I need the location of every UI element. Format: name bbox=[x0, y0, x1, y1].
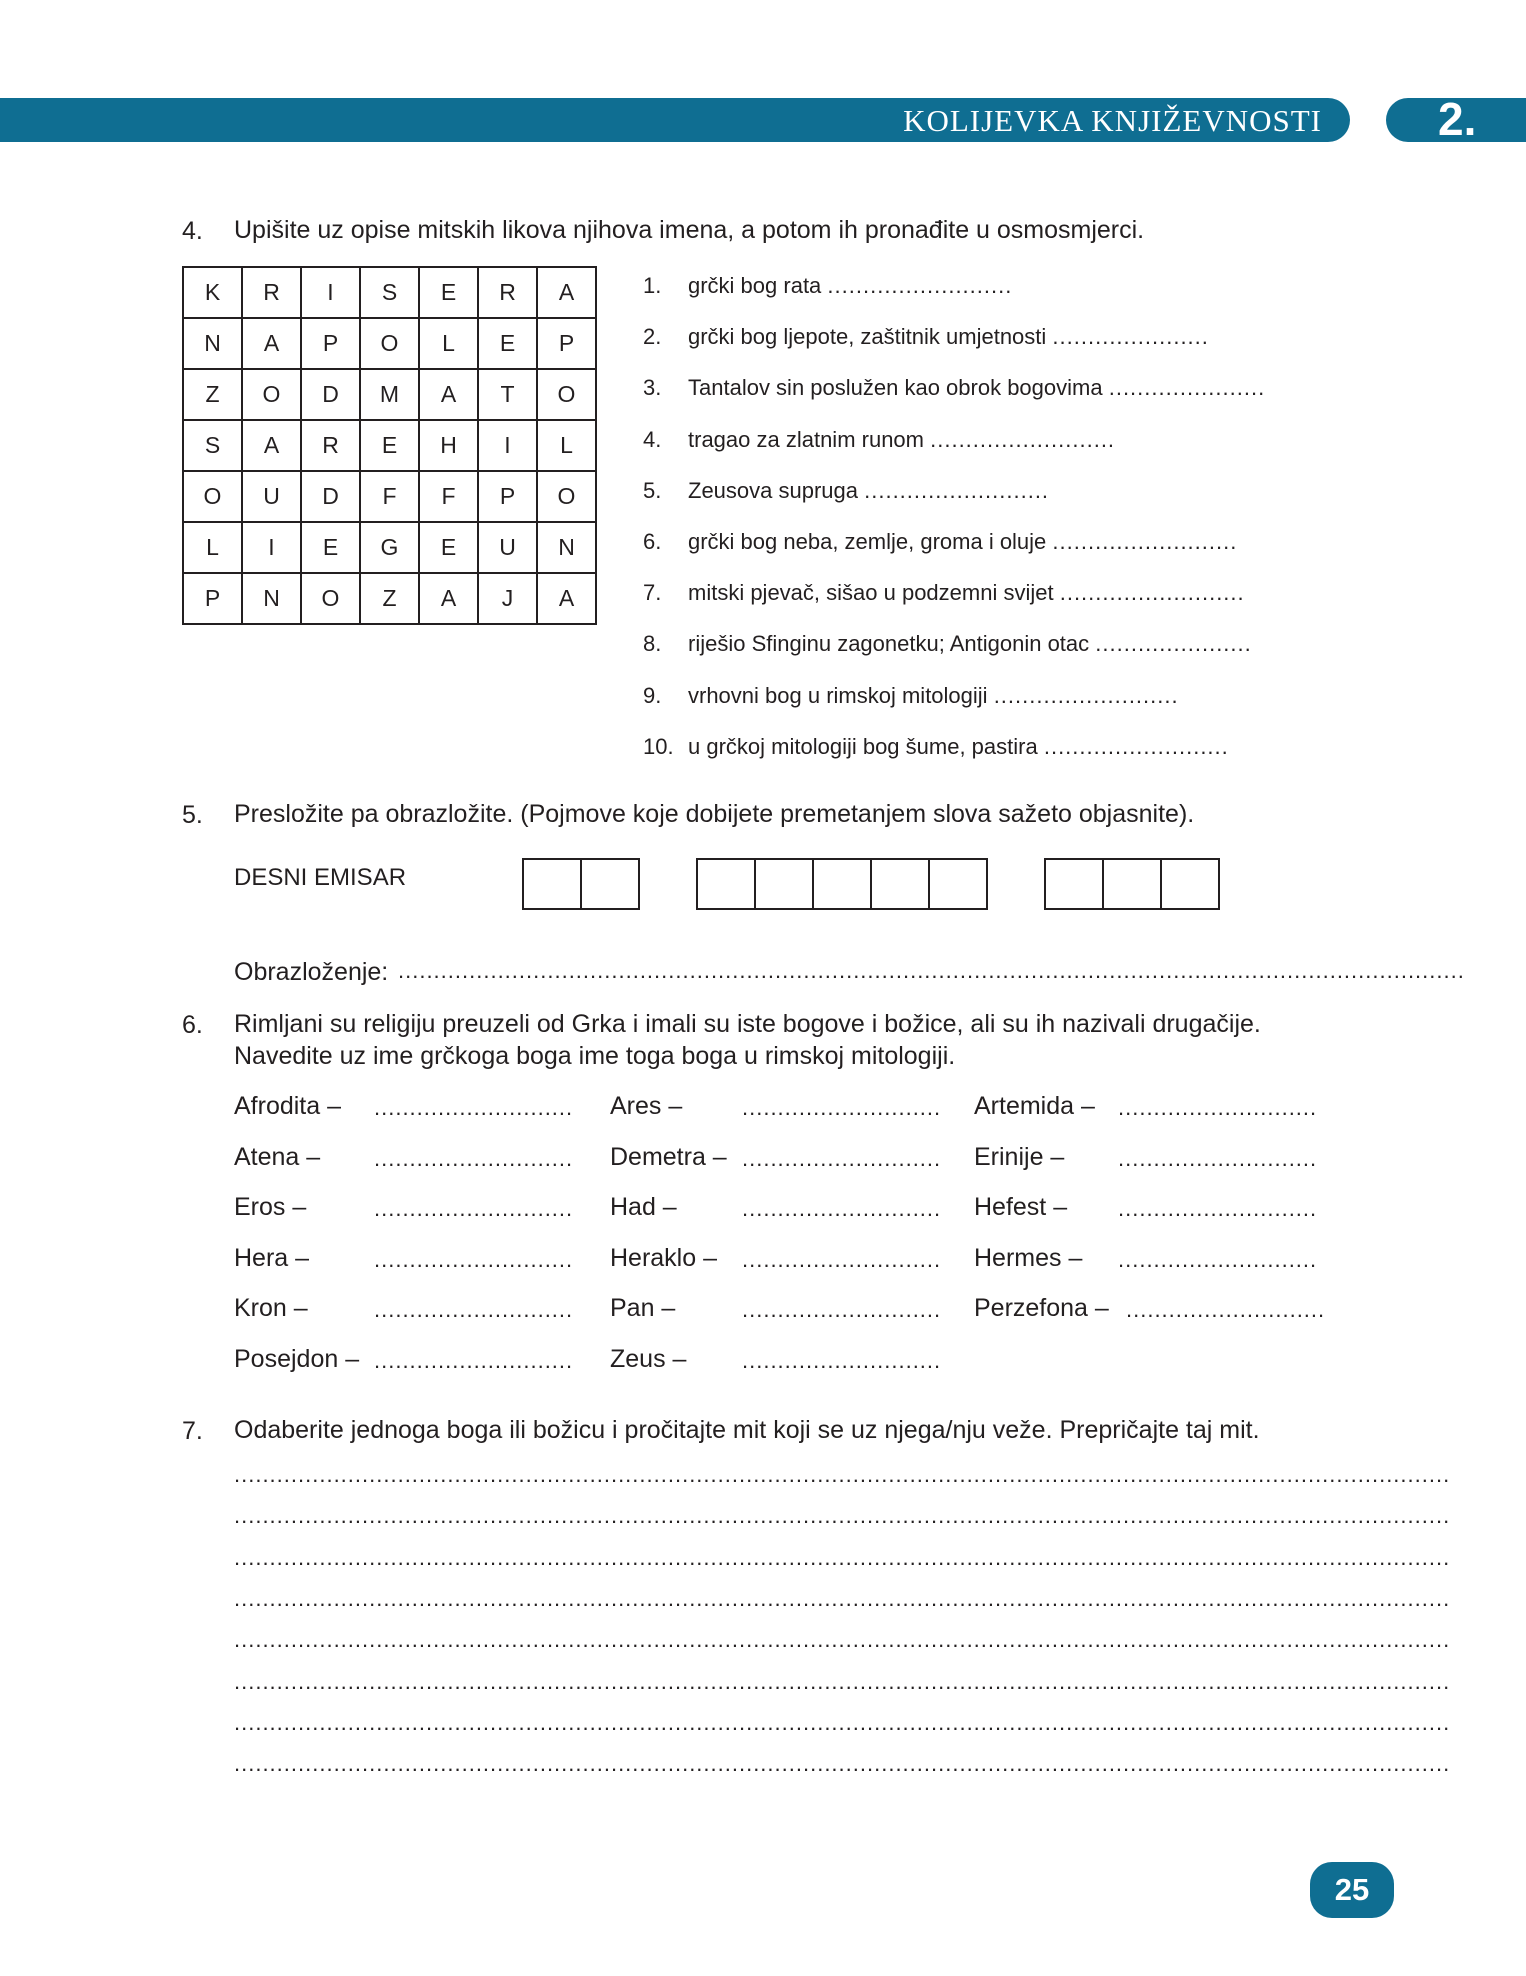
grid-cell[interactable]: G bbox=[360, 522, 419, 573]
greek-god-name: Had – bbox=[610, 1193, 677, 1221]
clue-answer-line[interactable]: .......................... bbox=[864, 477, 1050, 503]
greek-god-name: Posejdon – bbox=[234, 1344, 360, 1373]
grid-cell[interactable]: L bbox=[419, 318, 478, 369]
grid-cell[interactable]: E bbox=[360, 420, 419, 471]
grid-cell[interactable]: L bbox=[537, 420, 596, 471]
task5-number: 5. bbox=[182, 801, 203, 829]
clue-item bbox=[643, 682, 1179, 710]
greek-god-name: Pan – bbox=[610, 1294, 676, 1322]
grid-cell[interactable]: O bbox=[360, 318, 419, 369]
clue-item bbox=[643, 528, 1237, 556]
grid-cell[interactable]: A bbox=[419, 573, 478, 624]
grid-cell[interactable]: O bbox=[242, 369, 301, 420]
task7-number: 7. bbox=[182, 1417, 203, 1445]
greek-god-name: Eros – bbox=[234, 1193, 307, 1221]
clue-answer-line[interactable]: .......................... bbox=[993, 682, 1179, 708]
greek-god-name: Hermes – bbox=[974, 1243, 1083, 1272]
task4-number: 4. bbox=[182, 217, 203, 245]
clue-number: 9. bbox=[643, 682, 662, 708]
clue-item bbox=[643, 272, 1012, 300]
greek-god-name: Hefest – bbox=[974, 1193, 1068, 1221]
roman-god-answer-line[interactable]: ............................ bbox=[1118, 1145, 1318, 1171]
task6-line2: Navedite uz ime grčkoga boga ime toga boga u rimskoj mitologiji. bbox=[234, 1042, 956, 1070]
roman-god-answer-line[interactable]: ............................ bbox=[742, 1196, 942, 1221]
roman-god-answer-line[interactable]: ............................ bbox=[742, 1095, 942, 1120]
clue-answer-line[interactable]: .......................... bbox=[1059, 580, 1245, 606]
grid-cell[interactable]: R bbox=[301, 420, 360, 471]
clue-item bbox=[643, 477, 1049, 505]
writing-line[interactable]: ........................................................................................................................................................................... bbox=[234, 1503, 1451, 1529]
task6-line1: Rimljani su religiju preuzeli od Grka i imali su iste bogove i božice, ali su ih nazivali drugačije. bbox=[234, 1010, 1261, 1038]
writing-line[interactable]: ........................................................................................................................................................................... bbox=[234, 1544, 1451, 1570]
answer-boxes-2[interactable] bbox=[696, 858, 988, 910]
greek-god-name: Afrodita – bbox=[234, 1092, 342, 1120]
clue-number: 8. bbox=[643, 631, 662, 657]
clue-text: Zeusova supruga bbox=[688, 477, 858, 503]
grid-cell[interactable]: R bbox=[242, 267, 301, 318]
grid-cell[interactable]: E bbox=[419, 267, 478, 318]
grid-cell[interactable]: O bbox=[537, 471, 596, 522]
clue-text: riješio Sfinginu zagonetku; Antigonin otac bbox=[688, 631, 1090, 657]
clue-answer-line[interactable]: ...................... bbox=[1108, 375, 1266, 401]
clue-text: mitski pjevač, sišao u podzemni svijet bbox=[688, 580, 1054, 606]
grid-cell[interactable]: O bbox=[301, 573, 360, 624]
grid-cell[interactable]: A bbox=[419, 369, 478, 420]
greek-god-name: Demetra – bbox=[610, 1142, 727, 1171]
grid-cell[interactable]: P bbox=[537, 318, 596, 369]
clue-text: u grčkoj mitologiji bog šume, pastira bbox=[688, 733, 1038, 759]
writing-line[interactable]: ........................................................................................................................................................................... bbox=[234, 1585, 1451, 1611]
clue-text: tragao za zlatnim runom bbox=[688, 426, 924, 452]
grid-cell[interactable]: M bbox=[360, 369, 419, 420]
grid-cell[interactable]: J bbox=[478, 573, 537, 624]
clue-number: 2. bbox=[643, 324, 662, 350]
roman-god-answer-line[interactable]: ............................ bbox=[1118, 1246, 1318, 1272]
grid-cell[interactable]: E bbox=[419, 522, 478, 573]
greek-god-name: Atena – bbox=[234, 1142, 321, 1171]
grid-cell[interactable]: S bbox=[360, 267, 419, 318]
greek-god-name: Kron – bbox=[234, 1294, 308, 1322]
greek-god-name: Hera – bbox=[234, 1243, 310, 1272]
roman-god-answer-line[interactable]: ............................ bbox=[742, 1347, 942, 1373]
grid-cell[interactable]: P bbox=[183, 573, 242, 624]
task4-text: Upišite uz opise mitskih likova njihova imena, a potom ih pronađite u osmosmjerci. bbox=[234, 216, 1145, 244]
roman-god-answer-line[interactable]: ............................ bbox=[374, 1145, 574, 1171]
grid-cell[interactable]: L bbox=[183, 522, 242, 573]
greek-god-name: Heraklo – bbox=[610, 1243, 717, 1272]
clue-item bbox=[643, 323, 1209, 351]
grid-cell[interactable]: U bbox=[242, 471, 301, 522]
explanation-label: Obrazloženje: bbox=[234, 958, 389, 986]
writing-line[interactable]: ........................................................................................................................................................................... bbox=[234, 1668, 1451, 1694]
clue-number: 5. bbox=[643, 477, 662, 503]
clue-item bbox=[643, 630, 1252, 658]
roman-god-answer-line[interactable]: ............................ bbox=[374, 1297, 574, 1322]
grid-cell[interactable]: P bbox=[301, 318, 360, 369]
roman-god-answer-line[interactable]: ............................ bbox=[374, 1246, 574, 1272]
grid-cell[interactable]: Z bbox=[360, 573, 419, 624]
grid-cell[interactable]: R bbox=[478, 267, 537, 318]
grid-cell[interactable]: A bbox=[242, 318, 301, 369]
grid-cell[interactable]: I bbox=[478, 420, 537, 471]
clue-number: 6. bbox=[643, 529, 662, 554]
clue-item bbox=[643, 426, 1115, 454]
greek-god-name: Perzefona – bbox=[974, 1294, 1109, 1322]
grid-cell[interactable]: K bbox=[183, 267, 242, 318]
roman-god-answer-line[interactable]: ............................ bbox=[1126, 1297, 1326, 1322]
roman-god-answer-line[interactable]: ............................ bbox=[374, 1095, 574, 1120]
clue-number: 10. bbox=[643, 733, 674, 759]
grid-cell[interactable]: S bbox=[183, 420, 242, 471]
grid-cell[interactable]: A bbox=[242, 420, 301, 471]
clue-answer-line[interactable]: ...................... bbox=[1052, 324, 1209, 350]
grid-cell[interactable]: F bbox=[360, 471, 419, 522]
greek-god-name: Ares – bbox=[610, 1092, 683, 1120]
clue-number: 7. bbox=[643, 580, 662, 606]
roman-god-answer-line[interactable]: ............................ bbox=[374, 1196, 574, 1221]
task5-text: Presložite pa obrazložite. (Pojmove koje dobijete premetanjem slova sažeto objasnite). bbox=[234, 800, 1195, 828]
chapter-badge bbox=[1386, 93, 1526, 145]
roman-god-answer-line[interactable]: ............................ bbox=[1118, 1196, 1318, 1221]
grid-cell[interactable]: O bbox=[183, 471, 242, 522]
roman-god-answer-line[interactable]: ............................ bbox=[742, 1297, 942, 1322]
grid-cell[interactable]: I bbox=[301, 267, 360, 318]
grid-cell[interactable]: D bbox=[301, 471, 360, 522]
grid-cell[interactable]: H bbox=[419, 420, 478, 471]
writing-line[interactable]: ........................................................................................................................................................................... bbox=[234, 1751, 1451, 1777]
clue-number: 4. bbox=[643, 426, 662, 452]
grid-cell[interactable]: Z bbox=[183, 369, 242, 420]
clue-number: 3. bbox=[643, 375, 662, 401]
grid-cell[interactable]: P bbox=[478, 471, 537, 522]
grid-cell[interactable]: A bbox=[537, 267, 596, 318]
grid-cell[interactable]: F bbox=[419, 471, 478, 522]
grid-cell[interactable]: O bbox=[537, 369, 596, 420]
grid-cell[interactable]: U bbox=[478, 522, 537, 573]
answer-boxes-1[interactable] bbox=[522, 858, 640, 910]
clue-text: grčki bog rata bbox=[688, 273, 822, 298]
clue-text: grčki bog neba, zemlje, groma i oluje bbox=[688, 529, 1047, 554]
clue-text: Tantalov sin poslužen kao obrok bogovima bbox=[688, 375, 1103, 401]
roman-god-answer-line[interactable]: ............................ bbox=[742, 1246, 942, 1272]
task7-text: Odaberite jednoga boga ili božicu i pročitajte mit koji se uz njega/nju veže. Prepričajte taj mit. bbox=[234, 1416, 1260, 1444]
grid-cell[interactable]: N bbox=[537, 522, 596, 573]
anagram-word: DESNI EMISAR bbox=[234, 864, 407, 891]
clue-answer-line[interactable]: .......................... bbox=[827, 273, 1013, 298]
clue-item bbox=[643, 374, 1265, 402]
grid-cell[interactable]: T bbox=[478, 369, 537, 420]
writing-line[interactable]: ........................................................................................................................................................................... bbox=[234, 1709, 1451, 1735]
clue-answer-line[interactable]: .......................... bbox=[1052, 529, 1238, 554]
roman-god-answer-line[interactable]: ............................ bbox=[374, 1347, 574, 1373]
roman-god-answer-line[interactable]: ............................ bbox=[742, 1145, 942, 1171]
clue-number: 1. bbox=[643, 273, 662, 298]
writing-line[interactable]: ........................................................................................................................................................................... bbox=[234, 1462, 1451, 1487]
grid-cell[interactable]: N bbox=[183, 318, 242, 369]
grid-cell[interactable]: A bbox=[537, 573, 596, 624]
clue-item bbox=[643, 733, 1229, 761]
task6-number: 6. bbox=[182, 1011, 203, 1039]
greek-god-name: Zeus – bbox=[610, 1344, 687, 1373]
word-search-grid bbox=[182, 266, 597, 625]
clue-answer-line[interactable]: .......................... bbox=[1043, 733, 1229, 759]
grid-cell[interactable]: I bbox=[242, 522, 301, 573]
writing-line[interactable]: ........................................................................................................................................................................... bbox=[234, 1627, 1451, 1653]
section-title: KOLIJEVKA KNJIŽEVNOSTI bbox=[903, 103, 1322, 138]
greek-god-name: Artemida – bbox=[974, 1092, 1095, 1120]
clue-text: vrhovni bog u rimskoj mitologiji bbox=[688, 682, 988, 708]
roman-god-answer-line[interactable]: ............................ bbox=[1118, 1095, 1318, 1120]
grid-cell[interactable]: E bbox=[301, 522, 360, 573]
header-bar bbox=[0, 98, 1350, 142]
greek-god-name: Erinije – bbox=[974, 1142, 1065, 1171]
explanation-line[interactable]: ...................................................................................................................................................... bbox=[398, 958, 1465, 983]
grid-cell[interactable]: E bbox=[478, 318, 537, 369]
chapter-number: 2. bbox=[1438, 93, 1477, 145]
clue-item bbox=[643, 579, 1245, 607]
clue-answer-line[interactable]: .......................... bbox=[930, 426, 1116, 452]
page-number: 25 bbox=[1310, 1862, 1394, 1918]
clue-answer-line[interactable]: ...................... bbox=[1095, 631, 1252, 657]
grid-cell[interactable]: N bbox=[242, 573, 301, 624]
clue-text: grčki bog ljepote, zaštitnik umjetnosti bbox=[688, 324, 1047, 350]
answer-boxes-3[interactable] bbox=[1044, 858, 1220, 910]
grid-cell[interactable]: D bbox=[301, 369, 360, 420]
